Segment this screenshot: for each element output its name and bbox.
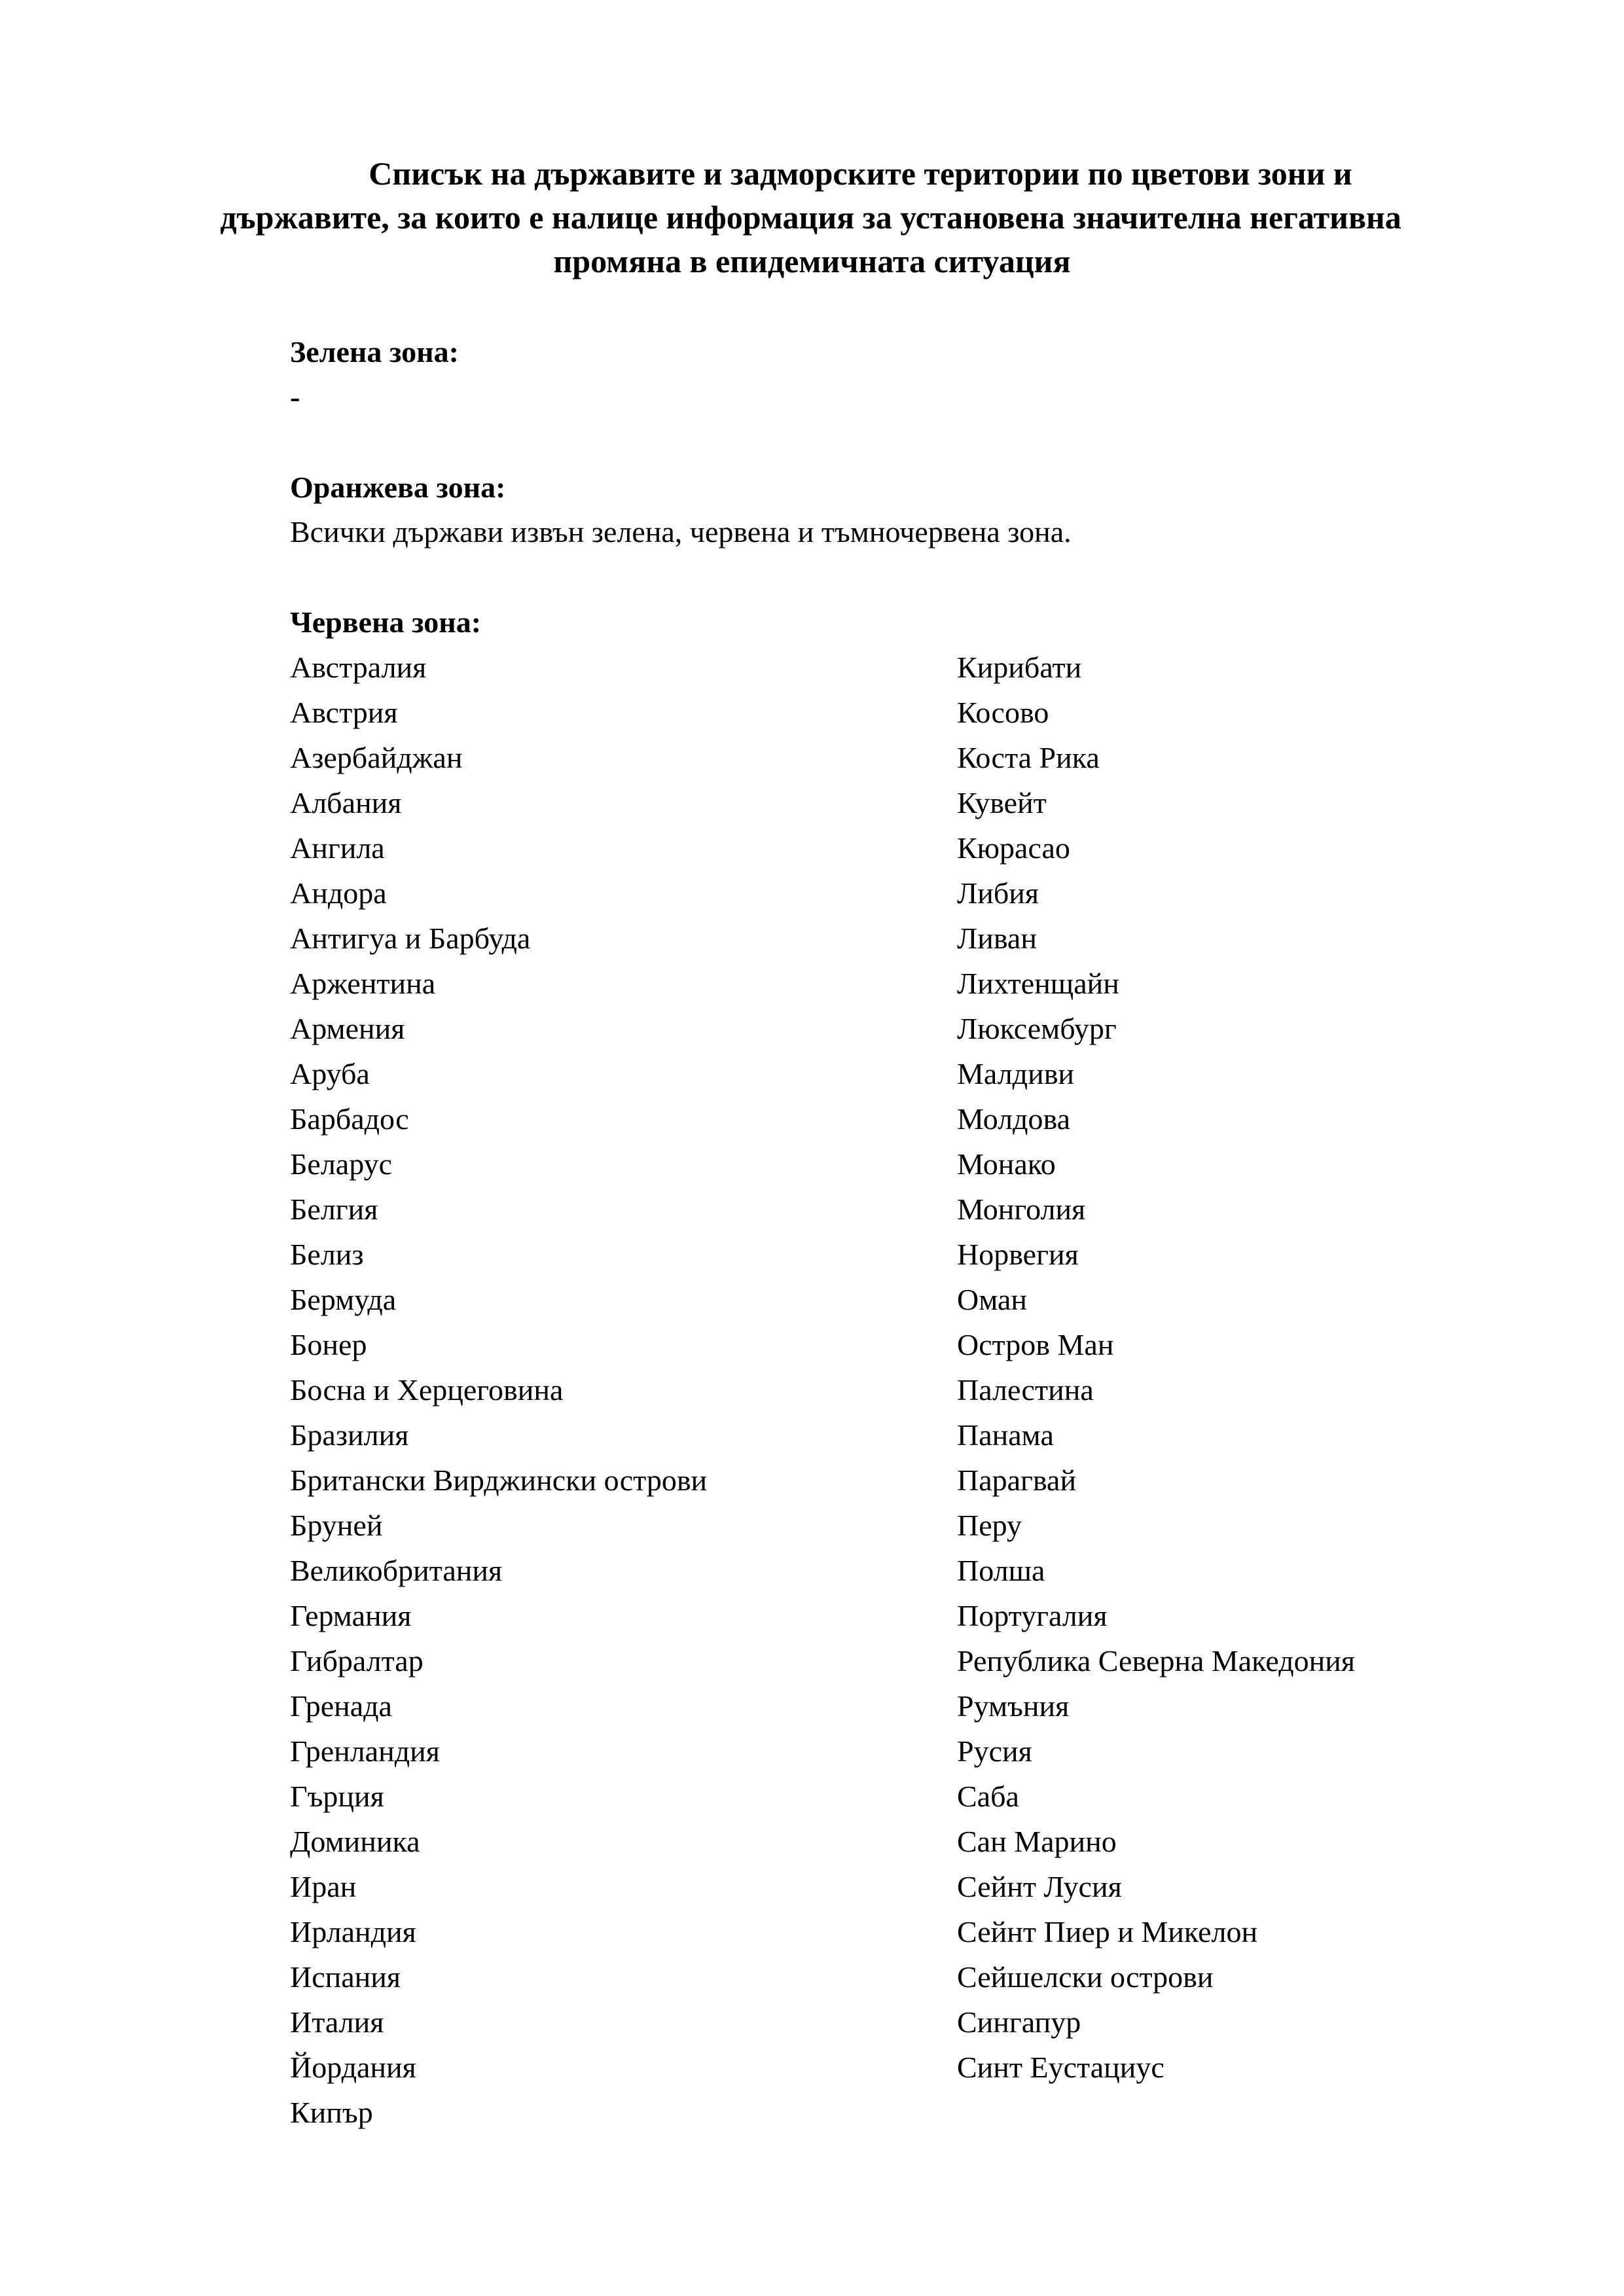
country-list-item: Монако — [957, 1147, 1056, 1181]
country-list-item: Босна и Херцеговина — [290, 1373, 564, 1407]
country-list-item: Сан Марино — [957, 1825, 1117, 1858]
country-list-item: Кюрасао — [957, 831, 1070, 865]
country-list-item: Оман — [957, 1283, 1028, 1316]
country-list-item: Гърция — [290, 1780, 384, 1813]
country-list-item: Австрия — [290, 696, 398, 729]
country-list-item: Сейнт Лусия — [957, 1870, 1122, 1903]
country-list-item: Панама — [957, 1418, 1054, 1452]
country-list-item: Гренада — [290, 1689, 392, 1723]
country-list-item: Барбадос — [290, 1102, 409, 1136]
document-title — [0, 152, 1624, 283]
country-list-item: Ангила — [290, 831, 385, 865]
country-list-item: Бруней — [290, 1509, 383, 1542]
country-list-item: Испания — [290, 1960, 401, 1994]
country-list-item: Република Северна Македония — [957, 1644, 1355, 1677]
country-list-item: Румъния — [957, 1689, 1070, 1723]
country-list-item: Синт Еустациус — [957, 2051, 1164, 2084]
country-list-item: Русия — [957, 1734, 1032, 1768]
country-list-item: Португалия — [957, 1599, 1108, 1632]
title-line-2: държавите, за които е налице информация за установена значителна негативна — [220, 199, 1401, 236]
country-list-item: Белиз — [290, 1238, 364, 1271]
country-list-item: Сейнт Пиер и Микелон — [957, 1915, 1258, 1948]
country-list-item: Великобритания — [290, 1554, 503, 1587]
country-list-item: Монголия — [957, 1193, 1086, 1226]
red-zone-right-column — [957, 645, 1355, 2090]
country-list-item: Бонер — [290, 1328, 367, 1361]
country-list-item: Кирибати — [957, 651, 1082, 684]
country-list-item: Кипър — [290, 2096, 373, 2129]
country-list-item: Андора — [290, 876, 387, 910]
orange-zone-heading: Оранжева зона: — [290, 471, 506, 504]
country-list-item: Кувейт — [957, 786, 1047, 819]
country-list-item: Полша — [957, 1554, 1045, 1587]
country-list-item: Иран — [290, 1870, 357, 1903]
country-list-item: Бразилия — [290, 1418, 409, 1452]
green-zone-heading: Зелена зона: — [290, 335, 459, 368]
green-zone-content: - — [290, 380, 300, 414]
country-list-item: Аржентина — [290, 967, 436, 1000]
country-list-item: Гренландия — [290, 1734, 440, 1768]
country-list-item: Британски Вирджински острови — [290, 1463, 708, 1497]
title-line-1: Списък на държавите и задморските територии по цветови зони и — [369, 155, 1352, 192]
country-list-item: Либия — [957, 876, 1039, 910]
country-list-item: Белгия — [290, 1193, 378, 1226]
country-list-item: Парагвай — [957, 1463, 1077, 1497]
country-list-item: Италия — [290, 2005, 384, 2039]
country-list-item: Армения — [290, 1012, 405, 1045]
country-list-item: Молдова — [957, 1102, 1071, 1136]
country-list-item: Антигуа и Барбуда — [290, 922, 531, 955]
country-list-item: Остров Ман — [957, 1328, 1114, 1361]
country-list-item: Малдиви — [957, 1057, 1075, 1090]
country-list-item: Палестина — [957, 1373, 1094, 1407]
country-list-item: Гибралтар — [290, 1644, 424, 1677]
country-list-item: Беларус — [290, 1147, 393, 1181]
country-list-item: Йордания — [290, 2051, 416, 2084]
title-line-3: промяна в епидемичната ситуация — [553, 243, 1071, 279]
orange-zone-content: Всички държави извън зелена, червена и тъмночервена зона. — [290, 515, 1072, 548]
country-list-item: Саба — [957, 1780, 1019, 1813]
country-list-item: Бермуда — [290, 1283, 397, 1316]
country-list-item: Люксембург — [957, 1012, 1117, 1045]
country-list-item: Перу — [957, 1509, 1022, 1542]
country-list-item: Аруба — [290, 1057, 370, 1090]
country-list-item: Ливан — [957, 922, 1037, 955]
red-zone-heading: Червена зона: — [290, 605, 482, 639]
country-list-item: Норвегия — [957, 1238, 1079, 1271]
country-list-item: Ирландия — [290, 1915, 416, 1948]
country-list-item: Сейшелски острови — [957, 1960, 1214, 1994]
country-list-item: Лихтенщайн — [957, 967, 1119, 1000]
country-list-item: Азербайджан — [290, 741, 463, 774]
country-list-item: Германия — [290, 1599, 412, 1632]
country-list-item: Доминика — [290, 1825, 420, 1858]
red-zone-left-column — [290, 645, 707, 2135]
country-list-item: Албания — [290, 786, 402, 819]
country-list-item: Коста Рика — [957, 741, 1100, 774]
country-list-item: Сингапур — [957, 2005, 1081, 2039]
country-list-item: Австралия — [290, 651, 427, 684]
country-list-item: Косово — [957, 696, 1049, 729]
